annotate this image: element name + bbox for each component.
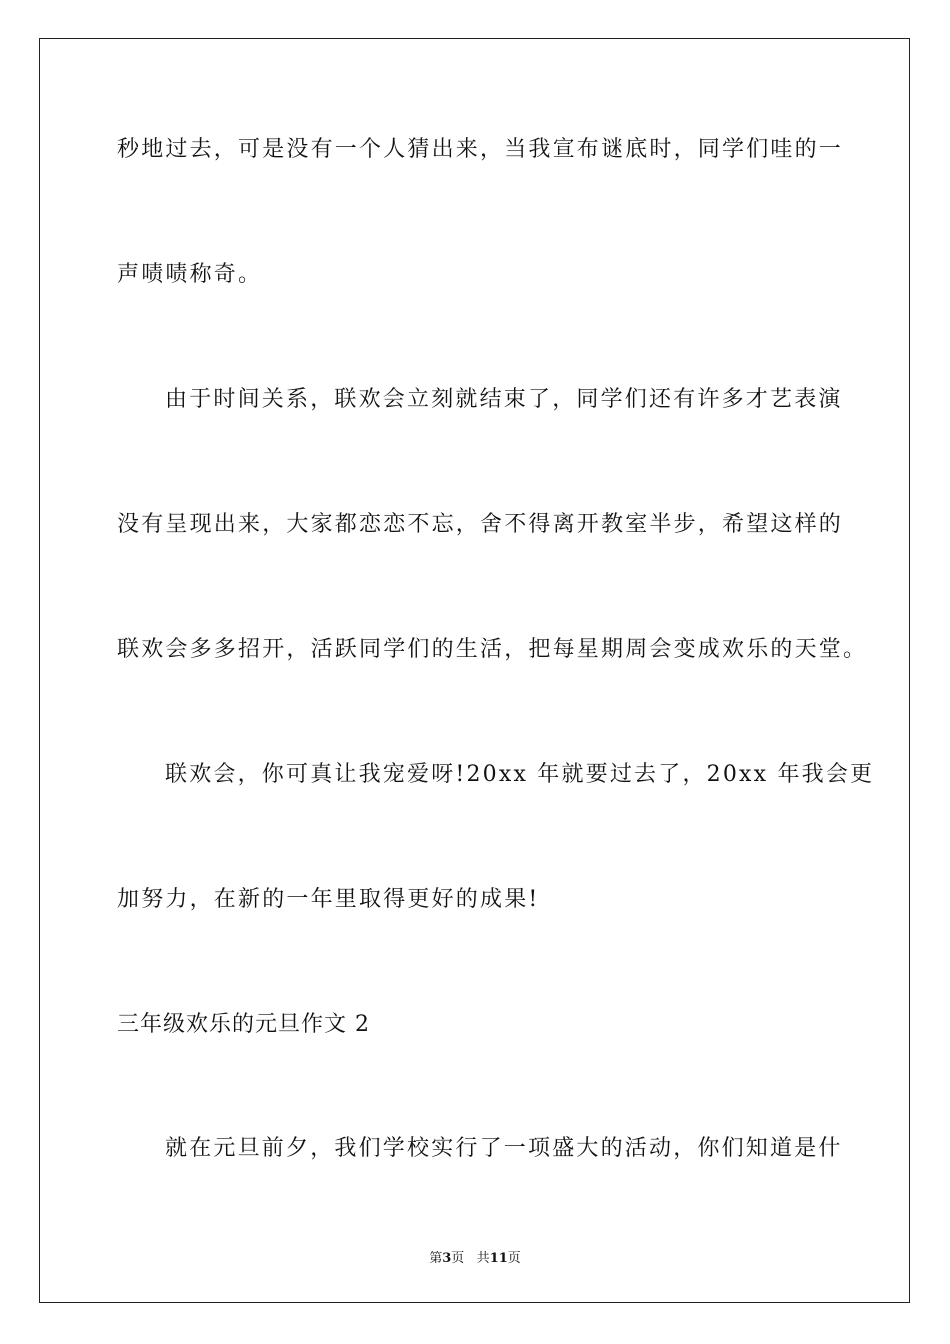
text-line: 秒地过去，可是没有一个人猜出来，当我宣布谜底时，同学们哇的一 bbox=[117, 137, 844, 162]
text-line: 声啧啧称奇。 bbox=[117, 262, 263, 287]
page-frame bbox=[39, 38, 910, 1303]
page-number: 3 bbox=[442, 1251, 452, 1266]
paragraph-start-line: 联欢会，你可真让我宠爱呀!20xx 年就要过去了，20xx 年我会更 bbox=[165, 762, 875, 787]
total-pages: 11 bbox=[489, 1251, 508, 1266]
text-line: 没有呈现出来，大家都恋恋不忘，舍不得离开教室半步，希望这样的 bbox=[117, 512, 844, 537]
page-label-prefix: 第 bbox=[429, 1251, 443, 1266]
page-footer bbox=[0, 1247, 950, 1266]
paragraph-start-line: 就在元旦前夕，我们学校实行了一项盛大的活动，你们知道是什 bbox=[165, 1136, 843, 1161]
total-label-prefix: 共 bbox=[476, 1251, 490, 1266]
page-label-suffix: 页 bbox=[451, 1251, 465, 1266]
section-heading: 三年级欢乐的元旦作文 2 bbox=[117, 1012, 370, 1037]
paragraph-start-line: 由于时间关系，联欢会立刻就结束了，同学们还有许多才艺表演 bbox=[165, 387, 843, 412]
text-line: 联欢会多多招开，活跃同学们的生活，把每星期周会变成欢乐的天堂。 bbox=[117, 637, 868, 662]
text-line: 加努力，在新的一年里取得更好的成果! bbox=[117, 887, 540, 912]
total-label-suffix: 页 bbox=[507, 1251, 521, 1266]
